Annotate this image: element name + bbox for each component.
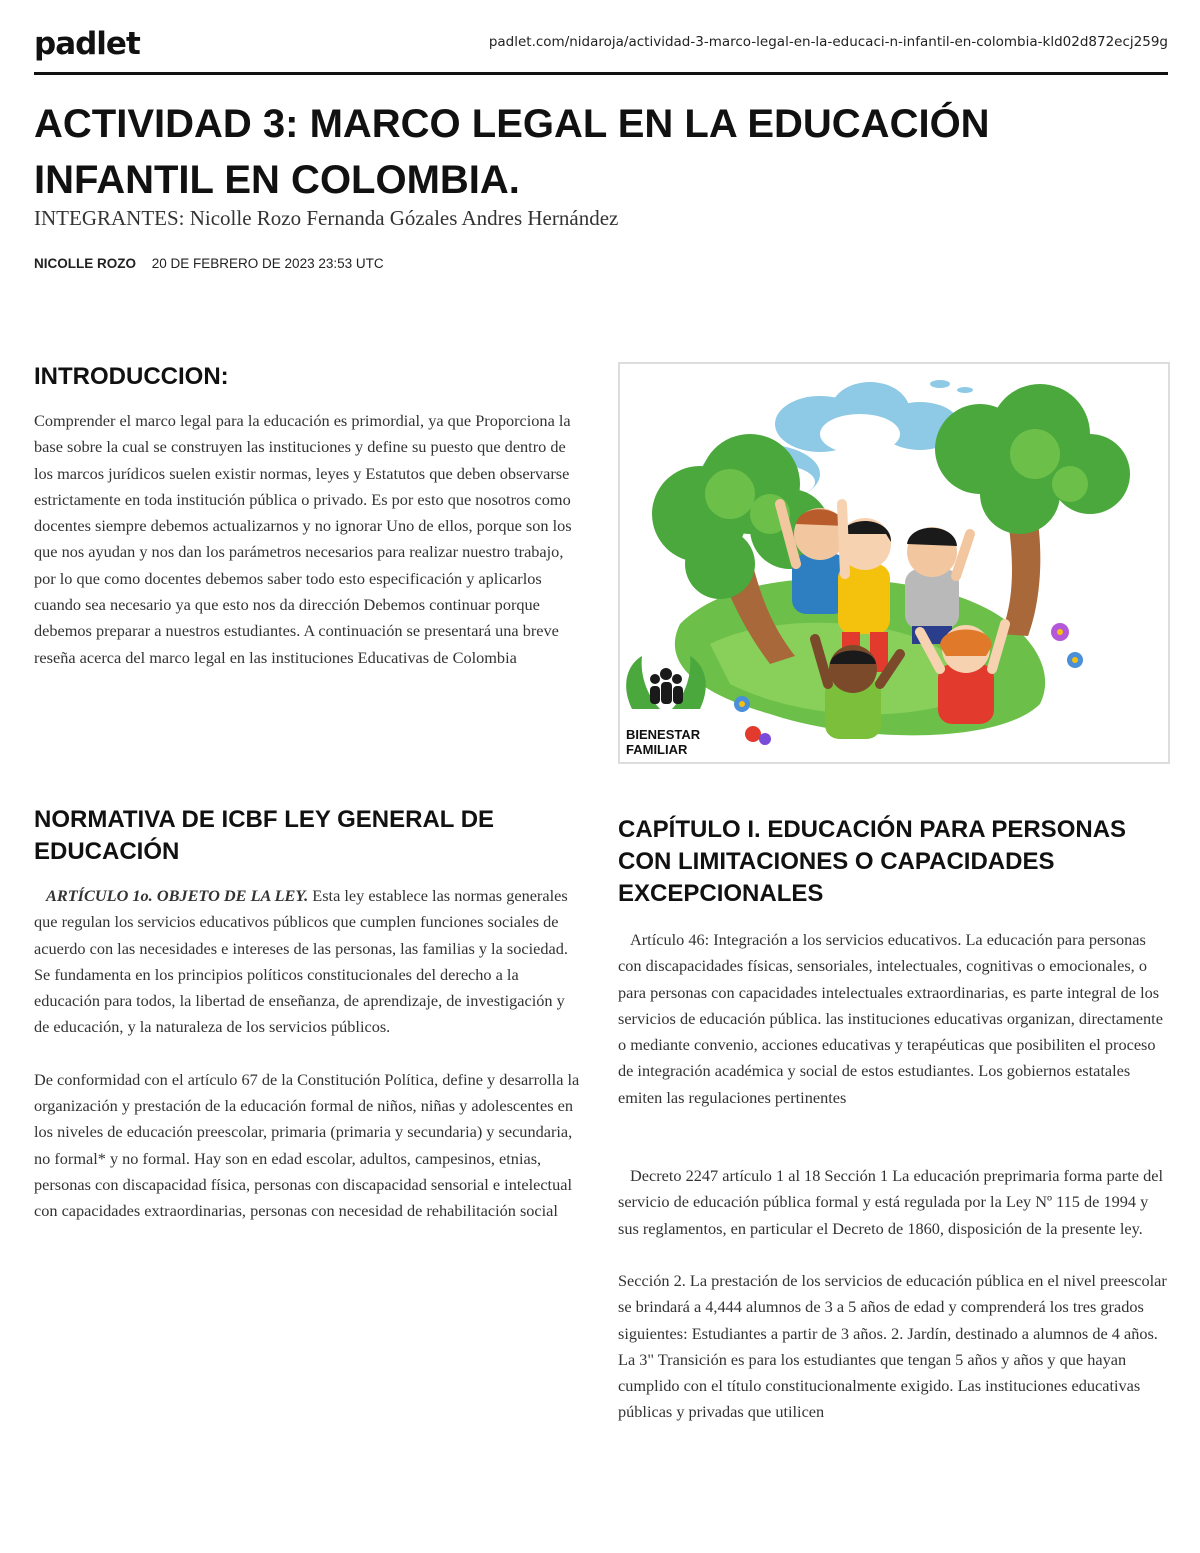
article-1-text: Esta ley establece las normas generales que regulan los servicios educativos públicos que cumplen funciones sociales de acuerdo con las necesidades e intereses de las personas, las familias y la sociedad. Se fundamenta en los principios políticos constitucionales del derecho a la educación para todos, la libertad de enseñanza, de aprendizaje, de investigación y de educación, y la naturaleza de los servicios públicos. [34,886,568,1037]
logo-text-1: BIENESTAR [626,727,701,742]
bienestar-familiar-logo [626,656,706,757]
post-subtitle: INTEGRANTES: Nicolle Rozo Fernanda Gózales Andres Hernández [34,206,619,230]
page-url[interactable]: padlet.com/nidaroja/actividad-3-marco-legal-en-la-educaci-n-infantil-en-colombia-kld02d872ecj259g [488,34,1168,50]
post-title: ACTIVIDAD 3: MARCO LEGAL EN LA EDUCACIÓN INFANTIL EN COLOMBIA. [34,102,990,202]
logo-text-2: FAMILIAR [626,742,688,757]
padlet-logo[interactable]: padlet [34,26,140,62]
children-illustration [620,364,1168,762]
intro-text [34,408,584,671]
post-meta [34,256,384,271]
capitulo-text [618,927,1168,1426]
capitulo-paragraph-1: Artículo 46: Integración a los servicios educativos. La educación para personas con discapacidades físicas, sensoriales, intelectuales, cognitivas o emocionales, o para personas con capacidades intelectuales extraordinarias, es parte integral de los servicios de educación pública. las instituciones educativas organizan, directamente o mediante convenio, acciones educativas y terapéuticas que posibiliten el proceso de integración académica y social de estos estudiantes. Los gobiernos estatales emiten las regulaciones pertinentes [618,930,1163,1107]
author-name: NICOLLE ROZO [34,256,136,271]
intro-heading: INTRODUCCION: [34,363,229,390]
capitulo-paragraph-2: Decreto 2247 artículo 1 al 18 Sección 1 La educación preprimaria forma parte del servicio de educación pública formal y está regulada por la Ley Nº 115 de 1994 y sus reglamentos, en particular el Decreto de 1860, disposición de la presente ley. [618,1166,1163,1238]
article-1-paragraph [34,883,584,1041]
post-date: 20 DE FEBRERO DE 2023 23:53 UTC [151,256,384,271]
normativa-heading: NORMATIVA DE ICBF LEY GENERAL DE EDUCACIÓN [34,806,495,865]
normativa-text [34,883,584,1225]
capitulo-heading: CAPÍTULO I. EDUCACIÓN PARA PERSONAS CON LIMITACIONES O CAPACIDADES EXCEPCIONALES [618,816,1127,907]
illustration-card[interactable] [618,362,1170,764]
intro-paragraph: Comprender el marco legal para la educación es primordial, ya que Proporciona la base sobre la cual se construyen las instituciones y define su puesto que dentro de los marcos jurídicos suelen existir normas, leyes y Estatutos que deben observarse estrictamente en toda institución pública o privado. Es por esto que nosotros como docentes siempre debemos actualizarnos y no ignorar Uno de ellos, porque son los que nos ayudan y nos dan los parámetros necesarios para realizar nuestro trabajo, por lo que como docentes debemos saber todo esto especificación y aplicarlos cuando sea necesario ya que esto nos da dirección Debemos continuar porque debemos preparar a nuestros estudiantes. A continuación se presentará una breve reseña acerca del marco legal en las instituciones Educativas de Colombia [34,411,572,667]
capitulo-paragraph-3: Sección 2. La prestación de los servicios de educación pública en el nivel preescolar se brindará a 4,444 alumnos de 3 a 5 años de edad y comprenderá los tres grados siguientes: Estudiantes a partir de 3 años. 2. Jardín, destinado a alumnos de 4 años. La 3" Transición es para los estudiantes que tengan 5 años y años y que hayan cumplido con el título constitucionalmente exigido. Las instituciones educativas públicas y privadas que utilicen [618,1270,1167,1422]
normativa-paragraph-2: De conformidad con el artículo 67 de la Constitución Política, define y desarrolla la organización y prestación de la educación formal de niños, niñas y adolescentes en los niveles de educación preescolar, primaria (primaria y secundaria) y secundaria, no formal* y no formal. Hay son en edad escolar, adultos, campesinos, etnias, personas con discapacidad física, personas con discapacidad sensorial e intelectual con capacidades extraordinarias, personas con necesidad de rehabilitación social [34,1069,580,1221]
article-1-title: ARTÍCULO 1o. OBJETO DE LA LEY. [46,886,309,905]
page-header [34,20,1168,75]
